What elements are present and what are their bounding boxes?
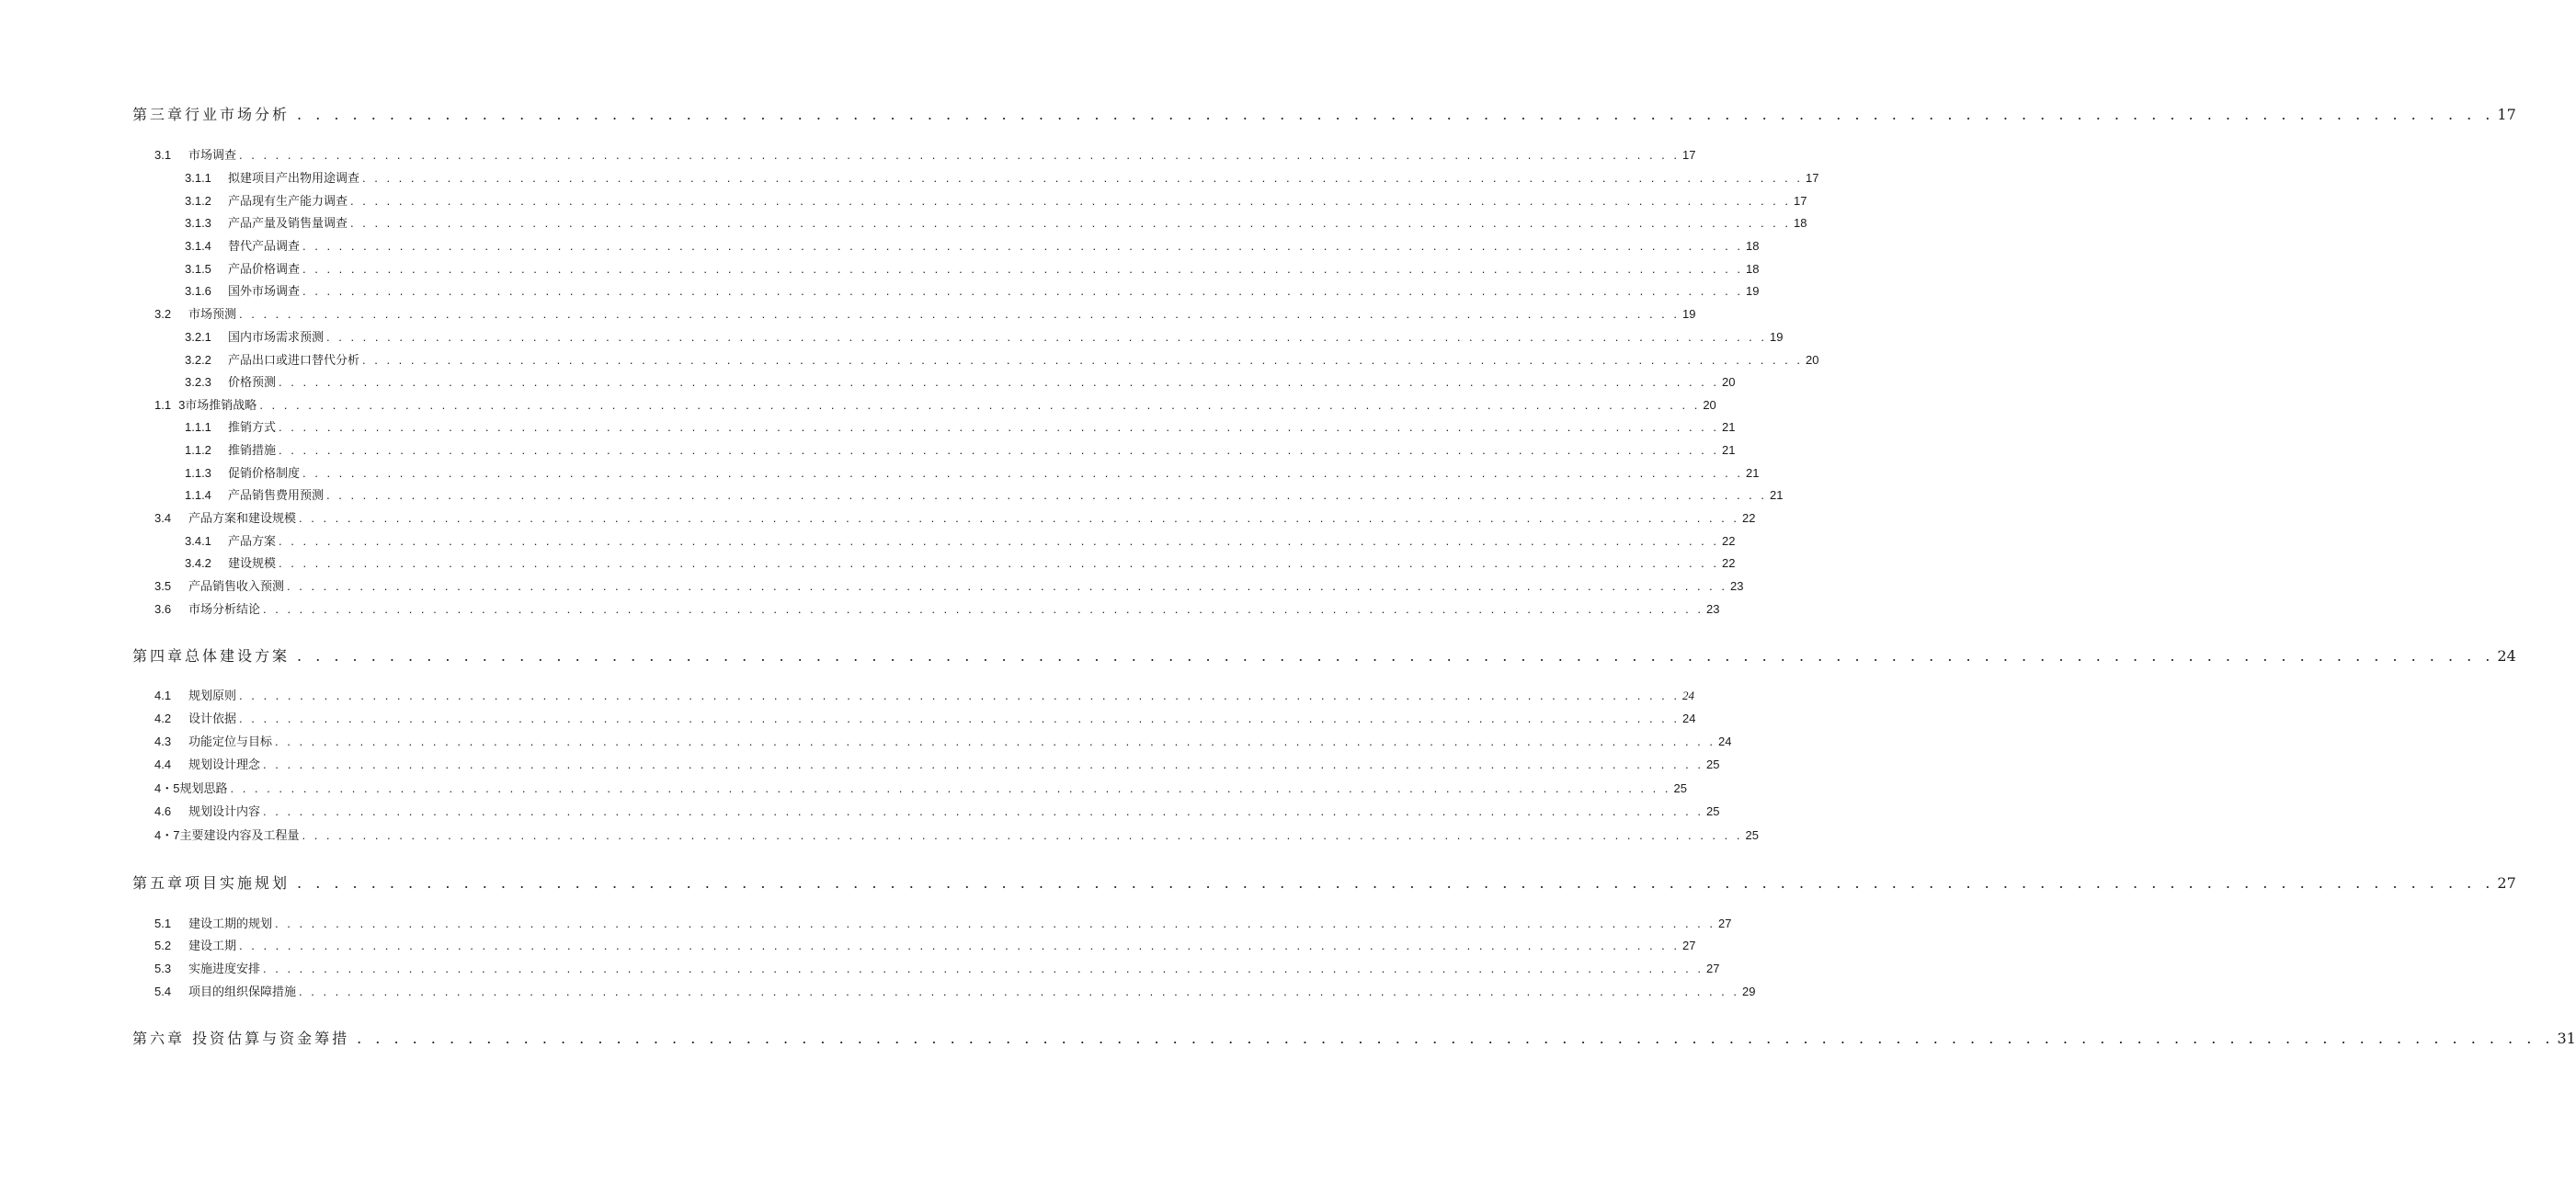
toc-page-number: 21 bbox=[1746, 466, 1760, 480]
toc-page-number: 24 bbox=[2497, 647, 2516, 665]
toc-entry-number: 4.3 bbox=[154, 735, 172, 748]
toc-dot-leader: . . . . . . . . . . . . . . . . . . . . . . . . . . . . . . . . . . . . . . . . . . . . . . . . . . . . . . . . . . . . . . . . . . . . . . . . . . . . . . . . . . . . . . . . . . . . . . . . . . . . . . . . . . . . . . . . . . . . . . . bbox=[302, 239, 1744, 253]
toc-page-number: 21 bbox=[1722, 443, 1736, 457]
toc-entry-number: 3.4.1 bbox=[185, 534, 211, 548]
toc-entry-title: 推销方式 bbox=[228, 420, 277, 434]
toc-entry-title: 产品方案 bbox=[228, 534, 277, 548]
toc-page-number: 27 bbox=[2497, 874, 2516, 892]
toc-section-entry[interactable] bbox=[185, 191, 1807, 208]
toc-section-entry[interactable] bbox=[154, 709, 1696, 725]
toc-dot-leader: . . . . . . . . . . . . . . . . . . . . . . . . . . . . . . . . . . . . . . . . . . . . . . . . . . . . . . . . . . . . . . . . . . . . . . . . . . . . . . . . . . . . . . . . . . . . . . . . . . . . . . . . . . . . . . . . . . . . . . . bbox=[350, 194, 1792, 208]
toc-section-entry[interactable] bbox=[154, 145, 1696, 162]
toc-page-number: 19 bbox=[1770, 330, 1784, 344]
toc-entry-title: 项目的组织保障措施 bbox=[188, 985, 297, 998]
toc-dot-leader: . . . . . . . . . . . . . . . . . . . . . . . . . . . . . . . . . . . . . . . . . . . . . . . . . . . . . . . . . . . . . . . . . . . . . . . . . . . . . . . . . . . . . . . . . . . . . . . . . . . . . . . . . . . . . . . . . . . . . . . bbox=[279, 443, 1720, 457]
toc-dot-leader: . . . . . . . . . . . . . . . . . . . . . . . . . . . . . . . . . . . . . . . . . . . . . . . . . . . . . . . . . . . . . . . . . . . . . . . . . . . . . . . . . . . . . . . . . . . . . . . . . . . . . . . . . . . . . . . . . . . . . . . bbox=[239, 307, 1681, 321]
toc-entry-number: 3.2.1 bbox=[185, 330, 211, 344]
toc-entry-title: 第五章项目实施规划 bbox=[132, 874, 291, 892]
toc-section-entry[interactable] bbox=[185, 553, 1736, 570]
toc-section-entry[interactable] bbox=[154, 802, 1720, 818]
toc-section-entry[interactable] bbox=[185, 236, 1760, 253]
toc-entry-number: 3.1.6 bbox=[185, 284, 211, 298]
toc-entry-title: 建设规模 bbox=[228, 556, 277, 570]
toc-entry-title: 规划设计内容 bbox=[188, 804, 261, 818]
toc-entry-title: 功能定位与目标 bbox=[188, 735, 273, 748]
toc-dot-leader: . . . . . . . . . . . . . . . . . . . . . . . . . . . . . . . . . . . . . . . . . . . . . . . . . . . . . . . . . . . . . . . . . . . . . . . . . . . . . . . . . . . . . . . . . . . . . . . . . . . . . . . . . . . . . . . . . . . . . . . bbox=[350, 216, 1792, 230]
toc-page-number: 31 bbox=[2557, 1030, 2576, 1047]
toc-page-number: 17 bbox=[1806, 171, 1819, 185]
toc-dot-leader: . . . . . . . . . . . . . . . . . . . . . . . . . . . . . . . . . . . . . . . . . . . . . . . . . . . . . . . . . . . . . . . . . . . . . . . . . . . . . . . . . . . . . . . . . . . . . . . . . . . . . . . . . . . . . . . . . . . . . . . bbox=[357, 1030, 2555, 1047]
toc-page-number: 25 bbox=[1706, 804, 1720, 818]
toc-dot-leader: . . . . . . . . . . . . . . . . . . . . . . . . . . . . . . . . . . . . . . . . . . . . . . . . . . . . . . . . . . . . . . . . . . . . . . . . . . . . . . . . . . . . . . . . . . . . . . . . . . . . . . . . . . . . . . . . . . . . . . . bbox=[326, 488, 1768, 502]
toc-page-number: 25 bbox=[1706, 757, 1720, 771]
toc-section-entry[interactable] bbox=[154, 576, 1744, 593]
toc-section-entry[interactable] bbox=[154, 755, 1720, 771]
toc-page-number: 19 bbox=[1746, 284, 1760, 298]
toc-section-entry[interactable] bbox=[154, 936, 1696, 952]
toc-section-entry[interactable] bbox=[185, 281, 1760, 298]
toc-entry-title: 第三章行业市场分析 bbox=[132, 106, 291, 123]
toc-dot-leader: . . . . . . . . . . . . . . . . . . . . . . . . . . . . . . . . . . . . . . . . . . . . . . . . . . . . . . . . . . . . . . . . . . . . . . . . . . . . . . . . . . . . . . . . . . . . . . . . . . . . . . . . . . . . . . . . . . . . . . . bbox=[326, 330, 1768, 344]
toc-entry-number: 4・5 bbox=[154, 781, 180, 795]
toc-page-number: 17 bbox=[1794, 194, 1807, 208]
toc-entry-title: 市场调查 bbox=[188, 148, 237, 162]
toc-chapter-entry[interactable] bbox=[132, 103, 2516, 123]
toc-entry-number: 1.1.4 bbox=[185, 488, 211, 502]
toc-entry-number: 3.1.3 bbox=[185, 216, 211, 230]
toc-entry-title: 产品出口或进口替代分析 bbox=[228, 353, 360, 367]
toc-entry-title: 实施进度安排 bbox=[188, 962, 261, 975]
toc-entry-title: 规划思路 bbox=[179, 781, 228, 795]
toc-entry-number: 5.2 bbox=[154, 939, 172, 952]
toc-page-number: 20 bbox=[1722, 375, 1736, 389]
toc-dot-leader: . . . . . . . . . . . . . . . . . . . . . . . . . . . . . . . . . . . . . . . . . . . . . . . . . . . . . . . . . . . . . . . . . . . . . . . . . . . . . . . . . . . . . . . . . . . . . . . . . . . . . . . . . . . . . . . . . . . . . . . bbox=[239, 712, 1681, 725]
toc-chapter-entry[interactable] bbox=[132, 871, 2516, 892]
toc-page-number: 19 bbox=[1682, 307, 1696, 321]
toc-entry-number: 3.2 bbox=[154, 307, 172, 321]
toc-dot-leader: . . . . . . . . . . . . . . . . . . . . . . . . . . . . . . . . . . . . . . . . . . . . . . . . . . . . . . . . . . . . . . . . . . . . . . . . . . . . . . . . . . . . . . . . . . . . . . . . . . . . . . . . . . . . . . . . . . . . . . . bbox=[239, 148, 1681, 162]
toc-entry-title: 国外市场调查 bbox=[228, 284, 301, 298]
toc-entry-number: 4.6 bbox=[154, 804, 172, 818]
toc-section-entry[interactable] bbox=[185, 417, 1736, 434]
toc-entry-number: 1.1.3 bbox=[185, 466, 211, 480]
toc-entry-title: 产品价格调查 bbox=[228, 262, 301, 276]
toc-entry-title: 3市场推销战略 bbox=[178, 398, 257, 412]
toc-dot-leader: . . . . . . . . . . . . . . . . . . . . . . . . . . . . . . . . . . . . . . . . . . . . . . . . . . . . . . . . . . . . . . . . . . . . . . . . . . . . . . . . . . . . . . . . . . . . . . . . . . . . . . . . . . . . . . . . . . . . . . . bbox=[299, 985, 1740, 998]
toc-page-number: 23 bbox=[1730, 579, 1744, 593]
toc-section-entry[interactable] bbox=[154, 982, 1756, 998]
toc-dot-leader: . . . . . . . . . . . . . . . . . . . . . . . . . . . . . . . . . . . . . . . . . . . . . . . . . . . . . . . . . . . . . . . . . . . . . . . . . . . . . . . . . . . . . . . . . . . . . . . . . . . . . . . . . . . . . . . . . . . . . . . bbox=[263, 602, 1704, 616]
toc-section-entry[interactable] bbox=[154, 959, 1720, 975]
toc-entry-title: 主要建设内容及工程量 bbox=[179, 828, 300, 842]
toc-entry-number: 1.1.1 bbox=[185, 420, 211, 434]
toc-section-entry[interactable] bbox=[185, 440, 1736, 457]
toc-entry-title: 产品产量及销售量调查 bbox=[228, 216, 348, 230]
toc-page-number: 22 bbox=[1742, 511, 1756, 525]
toc-dot-leader: . . . . . . . . . . . . . . . . . . . . . . . . . . . . . . . . . . . . . . . . . . . . . . . . . . . . . . . . . . . . . . . . . . . . . . . . . . . . . . . . . . . . . . . . . . . . . . . . . . . . . . . . . . . . . . . . . . . . . . . bbox=[297, 647, 2495, 665]
toc-entry-number: 3.1.2 bbox=[185, 194, 211, 208]
toc-dot-leader: . . . . . . . . . . . . . . . . . . . . . . . . . . . . . . . . . . . . . . . . . . . . . . . . . . . . . . . . . . . . . . . . . . . . . . . . . . . . . . . . . . . . . . . . . . . . . . . . . . . . . . . . . . . . . . . . . . . . . . . bbox=[263, 962, 1704, 975]
toc-dot-leader: . . . . . . . . . . . . . . . . . . . . . . . . . . . . . . . . . . . . . . . . . . . . . . . . . . . . . . . . . . . . . . . . . . . . . . . . . . . . . . . . . . . . . . . . . . . . . . . . . . . . . . . . . . . . . . . . . . . . . . . bbox=[299, 511, 1740, 525]
toc-section-entry[interactable] bbox=[154, 779, 1687, 795]
toc-page-number: 23 bbox=[1706, 602, 1720, 616]
toc-entry-title: 建设工期 bbox=[188, 939, 237, 952]
toc-entry-number: 5.3 bbox=[154, 962, 172, 975]
toc-page-number: 27 bbox=[1706, 962, 1720, 975]
toc-page-number: 18 bbox=[1746, 239, 1760, 253]
toc-dot-leader: . . . . . . . . . . . . . . . . . . . . . . . . . . . . . . . . . . . . . . . . . . . . . . . . . . . . . . . . . . . . . . . . . . . . . . . . . . . . . . . . . . . . . . . . . . . . . . . . . . . . . . . . . . . . . . . . . . . . . . . bbox=[362, 353, 1804, 367]
toc-entry-number: 4.2 bbox=[154, 712, 172, 725]
toc-section-entry[interactable] bbox=[154, 508, 1756, 525]
toc-section-entry[interactable] bbox=[154, 304, 1696, 321]
toc-section-entry[interactable] bbox=[185, 463, 1760, 480]
toc-entry-title: 产品方案和建设规模 bbox=[188, 511, 297, 525]
toc-page-number: 18 bbox=[1746, 262, 1760, 276]
toc-entry-number: 3.2.2 bbox=[185, 353, 211, 367]
toc-entry-title: 第四章总体建设方案 bbox=[132, 647, 291, 665]
toc-dot-leader: . . . . . . . . . . . . . . . . . . . . . . . . . . . . . . . . . . . . . . . . . . . . . . . . . . . . . . . . . . . . . . . . . . . . . . . . . . . . . . . . . . . . . . . . . . . . . . . . . . . . . . . . . . . . . . . . . . . . . . . bbox=[279, 556, 1720, 570]
toc-entry-number: 1.1 bbox=[154, 398, 172, 412]
toc-section-entry[interactable] bbox=[154, 599, 1720, 616]
toc-entry-number: 4.4 bbox=[154, 757, 172, 771]
toc-dot-leader: . . . . . . . . . . . . . . . . . . . . . . . . . . . . . . . . . . . . . . . . . . . . . . . . . . . . . . . . . . . . . . . . . . . . . . . . . . . . . . . . . . . . . . . . . . . . . . . . . . . . . . . . . . . . . . . . . . . . . . . bbox=[302, 466, 1744, 480]
toc-entry-number: 3.1.5 bbox=[185, 262, 211, 276]
toc-section-entry[interactable] bbox=[185, 259, 1760, 276]
toc-section-entry[interactable] bbox=[185, 168, 1819, 185]
toc-entry-number: 4・7 bbox=[154, 828, 180, 842]
toc-entry-number: 3.5 bbox=[154, 579, 172, 593]
toc-page-number: 21 bbox=[1770, 488, 1784, 502]
toc-dot-leader: . . . . . . . . . . . . . . . . . . . . . . . . . . . . . . . . . . . . . . . . . . . . . . . . . . . . . . . . . . . . . . . . . . . . . . . . . . . . . . . . . . . . . . . . . . . . . . . . . . . . . . . . . . . . . . . . . . . . . . . bbox=[263, 804, 1704, 818]
toc-section-entry[interactable] bbox=[154, 826, 1759, 842]
toc-entry-number: 4.1 bbox=[154, 689, 172, 702]
toc-entry-title: 规划设计理念 bbox=[188, 757, 261, 771]
toc-dot-leader: . . . . . . . . . . . . . . . . . . . . . . . . . . . . . . . . . . . . . . . . . . . . . . . . . . . . . . . . . . . . . . . . . . . . . . . . . . . . . . . . . . . . . . . . . . . . . . . . . . . . . . . . . . . . . . . . . . . . . . . bbox=[239, 689, 1681, 702]
toc-chapter-entry[interactable] bbox=[132, 1027, 2576, 1047]
toc-entry-title: 促销价格制度 bbox=[228, 466, 301, 480]
toc-entry-title: 拟建项目产出物用途调查 bbox=[228, 171, 360, 185]
toc-entry-number: 3.4 bbox=[154, 511, 172, 525]
toc-page-number: 25 bbox=[1745, 828, 1759, 842]
toc-section-entry[interactable] bbox=[154, 686, 1695, 702]
toc-page-number: 18 bbox=[1794, 216, 1807, 230]
toc-section-entry[interactable] bbox=[154, 395, 1716, 412]
toc-page-number: 27 bbox=[1682, 939, 1696, 952]
toc-dot-leader: . . . . . . . . . . . . . . . . . . . . . . . . . . . . . . . . . . . . . . . . . . . . . . . . . . . . . . . . . . . . . . . . . . . . . . . . . . . . . . . . . . . . . . . . . . . . . . . . . . . . . . . . . . . . . . . . . . . . . . . bbox=[239, 939, 1681, 952]
toc-dot-leader: . . . . . . . . . . . . . . . . . . . . . . . . . . . . . . . . . . . . . . . . . . . . . . . . . . . . . . . . . . . . . . . . . . . . . . . . . . . . . . . . . . . . . . . . . . . . . . . . . . . . . . . . . . . . . . . . . . . . . . . bbox=[263, 757, 1704, 771]
toc-entry-title: 国内市场需求预测 bbox=[228, 330, 325, 344]
toc-page-number: 22 bbox=[1722, 534, 1736, 548]
toc-dot-leader: . . . . . . . . . . . . . . . . . . . . . . . . . . . . . . . . . . . . . . . . . . . . . . . . . . . . . . . . . . . . . . . . . . . . . . . . . . . . . . . . . . . . . . . . . . . . . . . . . . . . . . . . . . . . . . . . . . . . . . . bbox=[230, 781, 1671, 795]
toc-dot-leader: . . . . . . . . . . . . . . . . . . . . . . . . . . . . . . . . . . . . . . . . . . . . . . . . . . . . . . . . . . . . . . . . . . . . . . . . . . . . . . . . . . . . . . . . . . . . . . . . . . . . . . . . . . . . . . . . . . . . . . . bbox=[279, 420, 1720, 434]
toc-dot-leader: . . . . . . . . . . . . . . . . . . . . . . . . . . . . . . . . . . . . . . . . . . . . . . . . . . . . . . . . . . . . . . . . . . . . . . . . . . . . . . . . . . . . . . . . . . . . . . . . . . . . . . . . . . . . . . . . . . . . . . . bbox=[275, 735, 1716, 748]
toc-page-number: 24 bbox=[1718, 735, 1732, 748]
toc-entry-title: 产品现有生产能力调查 bbox=[228, 194, 348, 208]
toc-entry-title: 市场预测 bbox=[188, 307, 237, 321]
toc-dot-leader: . . . . . . . . . . . . . . . . . . . . . . . . . . . . . . . . . . . . . . . . . . . . . . . . . . . . . . . . . . . . . . . . . . . . . . . . . . . . . . . . . . . . . . . . . . . . . . . . . . . . . . . . . . . . . . . . . . . . . . . bbox=[302, 284, 1744, 298]
toc-section-entry[interactable] bbox=[185, 350, 1819, 367]
toc-entry-title: 建设工期的规划 bbox=[188, 917, 273, 930]
toc-page-number: 17 bbox=[2497, 106, 2516, 123]
toc-dot-leader: . . . . . . . . . . . . . . . . . . . . . . . . . . . . . . . . . . . . . . . . . . . . . . . . . . . . . . . . . . . . . . . . . . . . . . . . . . . . . . . . . . . . . . . . . . . . . . . . . . . . . . . . . . . . . . . . . . . . . . . bbox=[275, 917, 1716, 930]
toc-page-number: 29 bbox=[1742, 985, 1756, 998]
toc-entry-title: 价格预测 bbox=[228, 375, 277, 389]
toc-page-number: 21 bbox=[1722, 420, 1736, 434]
toc-entry-number: 5.1 bbox=[154, 917, 172, 930]
toc-page-number: 24 bbox=[1682, 689, 1695, 702]
toc-page-number: 27 bbox=[1718, 917, 1732, 930]
toc-entry-title: 替代产品调查 bbox=[228, 239, 301, 253]
toc-entry-number: 3.4.2 bbox=[185, 556, 211, 570]
toc-dot-leader: . . . . . . . . . . . . . . . . . . . . . . . . . . . . . . . . . . . . . . . . . . . . . . . . . . . . . . . . . . . . . . . . . . . . . . . . . . . . . . . . . . . . . . . . . . . . . . . . . . . . . . . . . . . . . . . . . . . . . . . bbox=[259, 398, 1701, 412]
toc-section-entry[interactable] bbox=[185, 327, 1784, 344]
toc-entry-number: 3.1.4 bbox=[185, 239, 211, 253]
toc-entry-number: 3.1 bbox=[154, 148, 172, 162]
toc-entry-title: 产品销售费用预测 bbox=[228, 488, 325, 502]
toc-dot-leader: . . . . . . . . . . . . . . . . . . . . . . . . . . . . . . . . . . . . . . . . . . . . . . . . . . . . . . . . . . . . . . . . . . . . . . . . . . . . . . . . . . . . . . . . . . . . . . . . . . . . . . . . . . . . . . . . . . . . . . . bbox=[302, 828, 1743, 842]
toc-dot-leader: . . . . . . . . . . . . . . . . . . . . . . . . . . . . . . . . . . . . . . . . . . . . . . . . . . . . . . . . . . . . . . . . . . . . . . . . . . . . . . . . . . . . . . . . . . . . . . . . . . . . . . . . . . . . . . . . . . . . . . . bbox=[279, 375, 1720, 389]
toc-section-entry[interactable] bbox=[154, 732, 1732, 748]
toc-page-number: 17 bbox=[1682, 148, 1696, 162]
toc-page-number: 24 bbox=[1682, 712, 1696, 725]
toc-entry-title: 市场分析结论 bbox=[188, 602, 261, 616]
toc-dot-leader: . . . . . . . . . . . . . . . . . . . . . . . . . . . . . . . . . . . . . . . . . . . . . . . . . . . . . . . . . . . . . . . . . . . . . . . . . . . . . . . . . . . . . . . . . . . . . . . . . . . . . . . . . . . . . . . . . . . . . . . bbox=[297, 874, 2495, 892]
toc-entry-title: 规划原则 bbox=[188, 689, 237, 702]
toc-dot-leader: . . . . . . . . . . . . . . . . . . . . . . . . . . . . . . . . . . . . . . . . . . . . . . . . . . . . . . . . . . . . . . . . . . . . . . . . . . . . . . . . . . . . . . . . . . . . . . . . . . . . . . . . . . . . . . . . . . . . . . . bbox=[362, 171, 1804, 185]
toc-chapter-entry[interactable] bbox=[132, 644, 2516, 665]
toc-section-entry[interactable] bbox=[185, 213, 1807, 230]
toc-dot-leader: . . . . . . . . . . . . . . . . . . . . . . . . . . . . . . . . . . . . . . . . . . . . . . . . . . . . . . . . . . . . . . . . . . . . . . . . . . . . . . . . . . . . . . . . . . . . . . . . . . . . . . . . . . . . . . . . . . . . . . . bbox=[287, 579, 1728, 593]
toc-entry-title: 第六章 投资估算与资金筹措 bbox=[132, 1030, 350, 1047]
toc-entry-number: 5.4 bbox=[154, 985, 172, 998]
toc-entry-number: 1.1.2 bbox=[185, 443, 211, 457]
toc-entry-title: 设计依据 bbox=[188, 712, 237, 725]
toc-entry-number: 3.1.1 bbox=[185, 171, 211, 185]
toc-entry-number: 3.6 bbox=[154, 602, 172, 616]
toc-dot-leader: . . . . . . . . . . . . . . . . . . . . . . . . . . . . . . . . . . . . . . . . . . . . . . . . . . . . . . . . . . . . . . . . . . . . . . . . . . . . . . . . . . . . . . . . . . . . . . . . . . . . . . . . . . . . . . . . . . . . . . . bbox=[297, 106, 2495, 123]
toc-section-entry[interactable] bbox=[185, 485, 1784, 502]
toc-page-number: 20 bbox=[1806, 353, 1819, 367]
toc-section-entry[interactable] bbox=[154, 914, 1732, 930]
toc-entry-title: 推销措施 bbox=[228, 443, 277, 457]
toc-entry-title: 产品销售收入预测 bbox=[188, 579, 285, 593]
toc-dot-leader: . . . . . . . . . . . . . . . . . . . . . . . . . . . . . . . . . . . . . . . . . . . . . . . . . . . . . . . . . . . . . . . . . . . . . . . . . . . . . . . . . . . . . . . . . . . . . . . . . . . . . . . . . . . . . . . . . . . . . . . bbox=[302, 262, 1744, 276]
toc-entry-number: 3.2.3 bbox=[185, 375, 211, 389]
toc-section-entry[interactable] bbox=[185, 372, 1736, 389]
toc-page-number: 20 bbox=[1703, 398, 1716, 412]
toc-section-entry[interactable] bbox=[185, 531, 1736, 548]
toc-page-number: 25 bbox=[1673, 781, 1687, 795]
toc-page-number: 22 bbox=[1722, 556, 1736, 570]
toc-dot-leader: . . . . . . . . . . . . . . . . . . . . . . . . . . . . . . . . . . . . . . . . . . . . . . . . . . . . . . . . . . . . . . . . . . . . . . . . . . . . . . . . . . . . . . . . . . . . . . . . . . . . . . . . . . . . . . . . . . . . . . . bbox=[279, 534, 1720, 548]
